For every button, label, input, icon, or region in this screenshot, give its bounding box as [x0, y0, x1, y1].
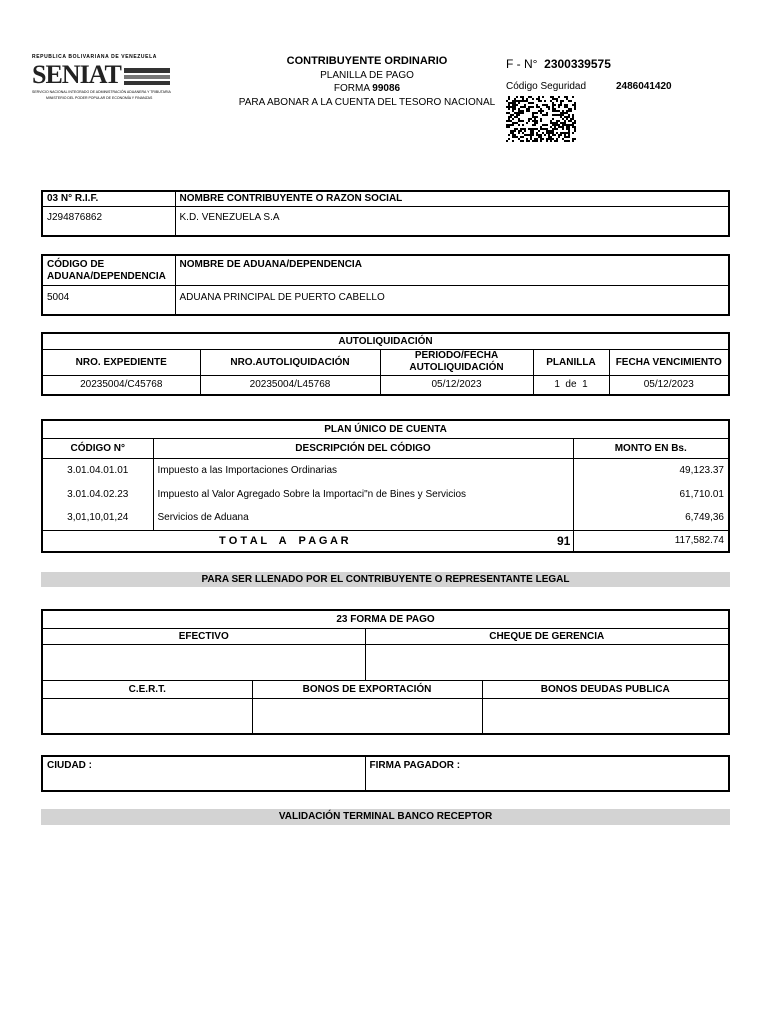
aduana-codigo-value: 5004: [42, 285, 175, 315]
rif-value: J294876862: [42, 206, 175, 236]
fn-value: 2300339575: [544, 57, 611, 71]
banner-validacion: VALIDACIÓN TERMINAL BANCO RECEPTOR: [41, 809, 730, 825]
total-label: T O T A L A P A G A R: [219, 534, 349, 547]
security-code-label: Código Seguridad: [506, 81, 587, 92]
logo-flag-bars: [124, 68, 170, 86]
nombre-value: K.D. VENEZUELA S.A: [175, 206, 729, 236]
aduana-codigo-header: CÓDIGO DE ADUANA/DEPENDENCIA: [42, 255, 175, 285]
cert-header: C.E.R.T.: [42, 680, 252, 698]
autoliquidacion-title: AUTOLIQUIDACIÓN: [42, 333, 729, 349]
auto-value-planilla: 1 de 1: [533, 375, 609, 395]
table-row: [42, 458, 729, 482]
auto-header-vencimiento: FECHA VENCIMIENTO: [609, 349, 729, 375]
plan-descripcion: Impuesto al Valor Agregado Sobre la Importaci"n de Bines y Servicios: [153, 482, 573, 506]
bonos-export-field[interactable]: [252, 698, 482, 734]
form-title: CONTRIBUYENTE ORDINARIO: [286, 55, 448, 67]
cert-field[interactable]: [42, 698, 252, 734]
plan-descripcion: Servicios de Aduana: [153, 506, 573, 530]
efectivo-field[interactable]: [42, 644, 365, 680]
forma-pago-table: [41, 609, 730, 735]
plan-header-descripcion: DESCRIPCIÓN DEL CÓDIGO: [153, 438, 573, 458]
forma-label: FORMA: [333, 83, 370, 94]
efectivo-header: EFECTIVO: [42, 628, 365, 644]
autoliquidacion-table: [41, 332, 730, 396]
auto-value-autoliquidacion: 20235004/L45768: [200, 375, 380, 395]
forma-number: 99086: [372, 83, 401, 94]
auto-header-expediente: NRO. EXPEDIENTE: [42, 349, 200, 375]
seniat-logo: [32, 54, 172, 110]
plan-title: PLAN ÚNICO DE CUENTA: [42, 420, 729, 438]
logo-top-text: REPUBLICA BOLIVARIANA DE VENEZUELA: [32, 54, 157, 60]
cheque-header: CHEQUE DE GERENCIA: [365, 628, 729, 644]
form-account-line: PARA ABONAR A LA CUENTA DEL TESORO NACIONAL: [238, 96, 496, 108]
table-row: [42, 482, 729, 506]
aduana-table: [41, 254, 730, 316]
total-row: [42, 530, 573, 552]
nombre-header: NOMBRE CONTRIBUYENTE O RAZON SOCIAL: [175, 191, 729, 206]
total-code: 91: [557, 533, 571, 548]
total-amount: 117,582.74: [573, 530, 729, 552]
auto-value-expediente: 20235004/C45768: [42, 375, 200, 395]
forma-pago-title: 23 FORMA DE PAGO: [42, 610, 729, 628]
plan-header-monto: MONTO EN Bs.: [573, 438, 729, 458]
plan-header-codigo: CÓDIGO N°: [42, 438, 153, 458]
auto-header-planilla: PLANILLA: [533, 349, 609, 375]
auto-header-periodo: PERIODO/FECHA AUTOLIQUIDACIÓN: [380, 349, 533, 375]
banner-contribuyente: PARA SER LLENADO POR EL CONTRIBUYENTE O REPRESENTANTE LEGAL: [41, 572, 730, 587]
form-subtitle: PLANILLA DE PAGO: [320, 69, 414, 81]
plan-codigo: 3.01.04.01.01: [42, 458, 153, 482]
plan-codigo: 3.01.04.02.23: [42, 482, 153, 506]
auto-value-vencimiento: 05/12/2023: [609, 375, 729, 395]
logo-name: SENIAT: [32, 60, 121, 89]
plan-descripcion: Impuesto a las Importaciones Ordinarias: [153, 458, 573, 482]
fn-line: [506, 57, 611, 71]
aduana-nombre-header: NOMBRE DE ADUANA/DEPENDENCIA: [175, 255, 729, 285]
bonos-export-header: BONOS DE EXPORTACIÓN: [252, 680, 482, 698]
logo-sub2: MINISTERIO DEL PODER POPULAR DE ECONOMÍA Y FINANZAS: [46, 96, 153, 100]
ciudad-field[interactable]: CIUDAD :: [42, 756, 365, 791]
aduana-nombre-value: ADUANA PRINCIPAL DE PUERTO CABELLO: [175, 285, 729, 315]
bonos-deuda-field[interactable]: [482, 698, 729, 734]
form-number-line: [232, 82, 502, 96]
auto-value-periodo: 05/12/2023: [380, 375, 533, 395]
plan-codigo: 3,01,10,01,24: [42, 506, 153, 530]
contribuyente-table: [41, 190, 730, 237]
plan-monto: 6,749,36: [573, 506, 729, 530]
qr-code: [506, 96, 576, 142]
logo-sub1: SERVICIO NACIONAL INTEGRADO DE ADMINISTRACIÓN ADUANERA Y TRIBUTARIA: [32, 90, 171, 94]
plan-cuenta-table: [41, 419, 730, 553]
fn-label: F - N°: [506, 57, 538, 71]
table-row: [42, 506, 729, 530]
rif-header: 03 N° R.I.F.: [42, 191, 175, 206]
firma-table: [41, 755, 730, 792]
plan-monto: 61,710.01: [573, 482, 729, 506]
form-header: [232, 55, 502, 109]
auto-header-autoliquidacion: NRO.AUTOLIQUIDACIÓN: [200, 349, 380, 375]
plan-monto: 49,123.37: [573, 458, 729, 482]
bonos-deuda-header: BONOS DEUDAS PUBLICA: [482, 680, 729, 698]
firma-pagador-field[interactable]: FIRMA PAGADOR :: [365, 756, 729, 791]
cheque-field[interactable]: [365, 644, 729, 680]
security-code-value: 2486041420: [616, 81, 672, 92]
